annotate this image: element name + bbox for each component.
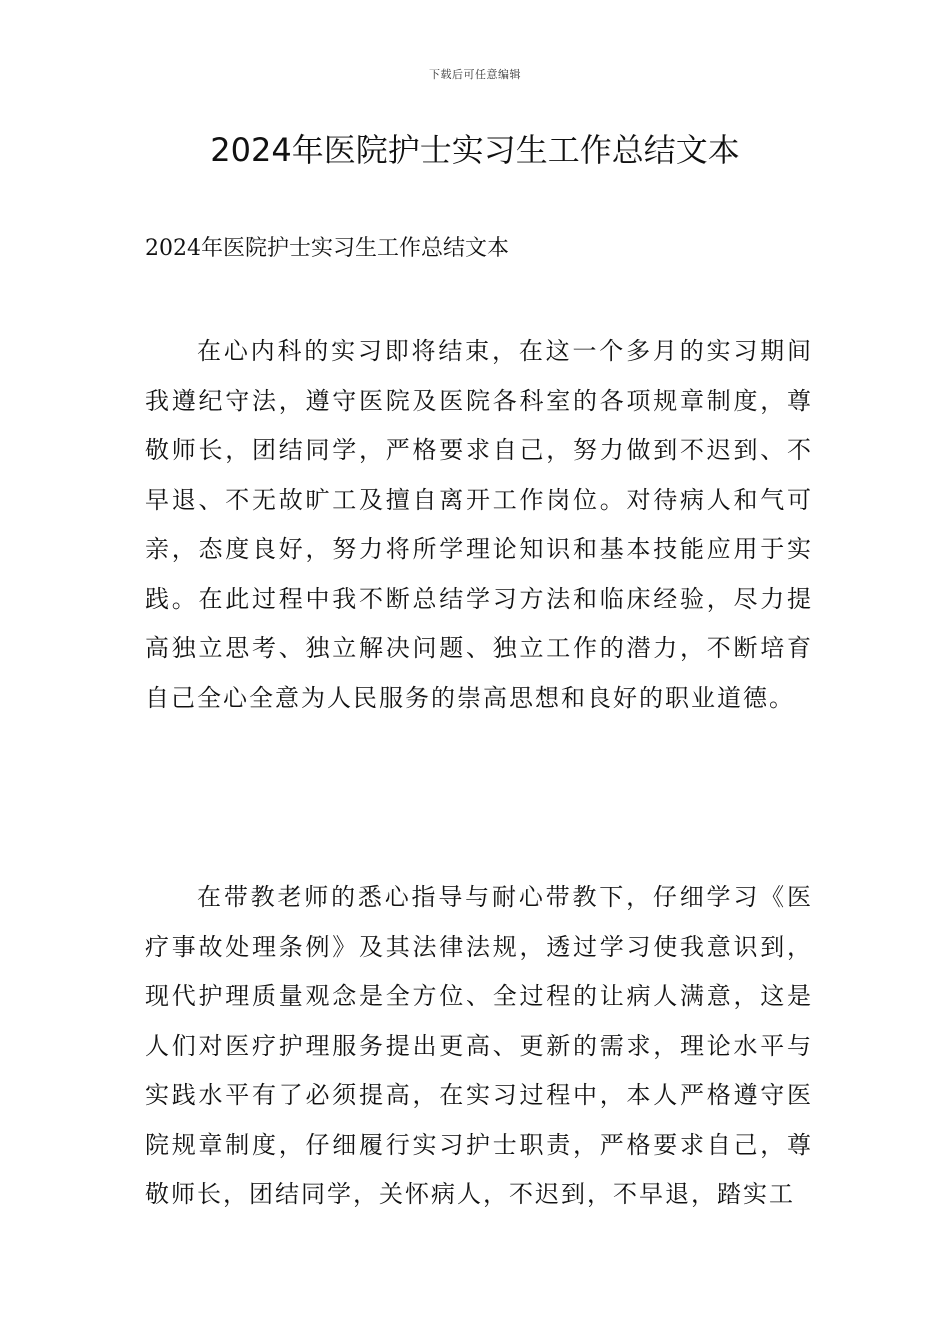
document-title: 2024年医院护士实习生工作总结文本 [210,131,740,169]
paragraph-1: 在心内科的实习即将结束，在这一个多月的实习期间我遵纪守法，遵守医院及医院各科室的各项规章制度，尊敬师长，团结同学，严格要求自己，努力做到不迟到、不早退、不无故旷工及擅自离开工作岗位。对待病人和气可亲，态度良好，努力将所学理论知识和基本技能应用于实践。在此过程中我不断总结学习方法和临床经验，尽力提高独立思考、独立解决问题、独立工作的潜力，不断培育自己全心全意为人民服务的崇高思想和良好的职业道德。 [145,337,813,712]
document-subtitle: 2024年医院护士实习生工作总结文本 [145,236,509,261]
header-note: 下载后可任意编辑 [429,68,521,81]
paragraph-2: 在带教老师的悉心指导与耐心带教下，仔细学习《医疗事故处理条例》及其法律法规，透过学习使我意识到，现代护理质量观念是全方位、全过程的让病人满意，这是人们对医疗护理服务提出更高、更新的需求，理论水平与实践水平有了必须提高，在实习过程中，本人严格遵守医院规章制度，仔细履行实习护士职责，严格要求自己，尊敬师长，团结同学，关怀病人，不迟到，不早退，踏实工 [145,883,813,1208]
